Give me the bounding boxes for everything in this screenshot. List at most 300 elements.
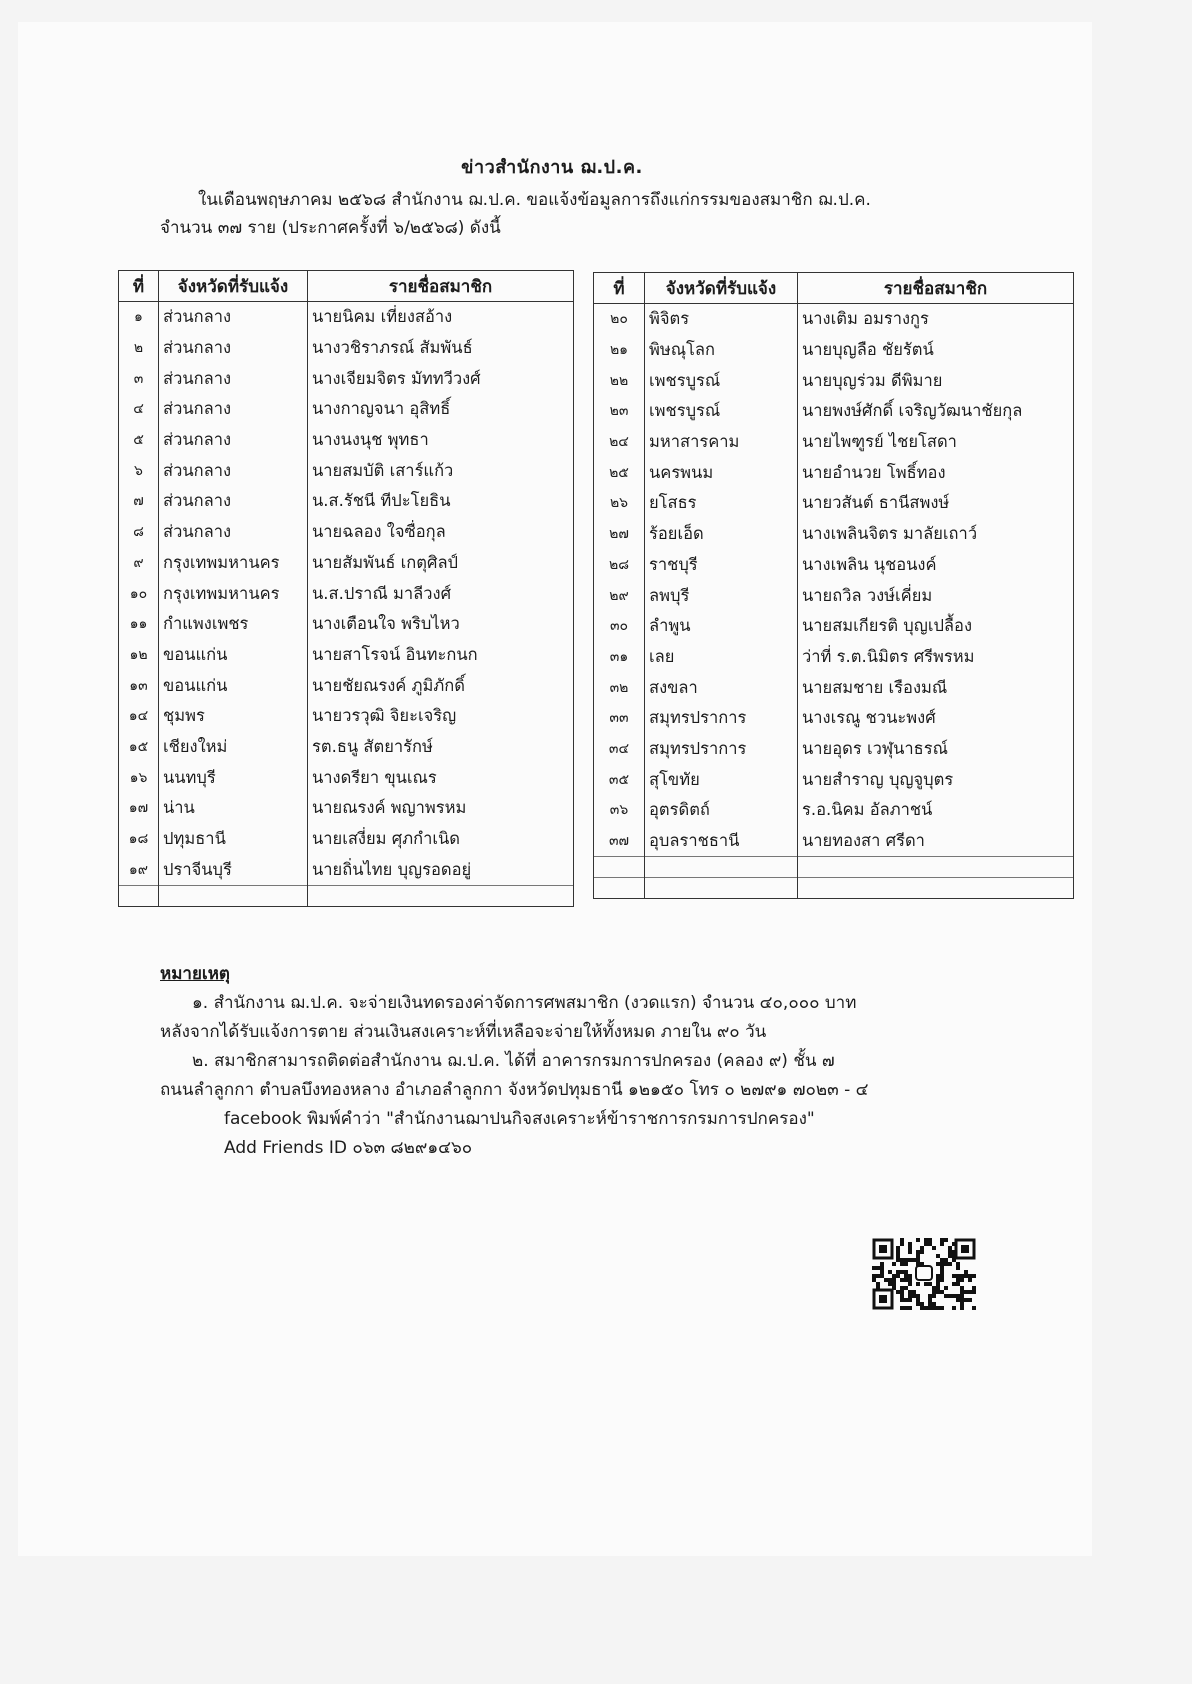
qr-module [972, 1286, 976, 1290]
qr-module [928, 1306, 932, 1310]
qr-module [932, 1294, 936, 1298]
qr-module [912, 1290, 916, 1294]
notes-section [160, 960, 869, 1163]
qr-code-icon [872, 1238, 976, 1310]
qr-module [900, 1270, 904, 1274]
cell-member-name: นางเติม อมรางกูร [798, 304, 1074, 335]
cell-province: ส่วนกลาง [159, 425, 308, 456]
cell-no: ๒๙ [594, 580, 645, 611]
qr-module [960, 1298, 964, 1302]
qr-module [944, 1262, 948, 1266]
cell-no: ๒๗ [594, 519, 645, 550]
empty-cell [119, 886, 159, 907]
table-row [119, 363, 574, 394]
note-2-line-2: ถนนลำลูกกา ตำบลบึงทองหลาง อำเภอลำลูกกา จังหวัดปทุมธานี ๑๒๑๕๐ โทร ๐ ๒๗๙๑ ๗๐๒๓ - ๔ [160, 1080, 869, 1100]
cell-no: ๒๔ [594, 427, 645, 458]
cell-province: ส่วนกลาง [159, 486, 308, 517]
cell-no: ๑๖ [119, 762, 159, 793]
empty-cell [159, 886, 308, 907]
note-1-line-2: หลังจากได้รับแจ้งการตาย ส่วนเงินสงเคราะห์ที่เหลือจะจ่ายให้ทั้งหมด ภายใน ๙๐ วัน [160, 1022, 767, 1042]
table-row [594, 365, 1074, 396]
qr-module [880, 1270, 884, 1274]
cell-province: น่าน [159, 793, 308, 824]
qr-module [952, 1282, 956, 1286]
qr-module [936, 1286, 940, 1290]
table-row [119, 793, 574, 824]
cell-member-name: นางดรียา ขุนเณร [308, 762, 574, 793]
cell-member-name: นายเสงี่ยม ศุภกำเนิด [308, 824, 574, 855]
qr-module [872, 1278, 876, 1282]
table-row [594, 672, 1074, 703]
qr-module [936, 1254, 940, 1258]
cell-member-name: นายพงษ์ศักดิ์ เจริญวัฒนาชัยกุล [798, 396, 1074, 427]
cell-province: ปราจีนบุรี [159, 854, 308, 885]
table-row [594, 764, 1074, 795]
qr-module [936, 1262, 940, 1266]
cell-province: ขอนแก่น [159, 670, 308, 701]
table-row [119, 854, 574, 885]
cell-no: ๖ [119, 455, 159, 486]
cell-province: ส่วนกลาง [159, 302, 308, 333]
cell-province: ลพบุรี [645, 580, 798, 611]
cell-member-name: น.ส.รัชนี ทีปะโยธิน [308, 486, 574, 517]
column-header-member: รายชื่อสมาชิก [798, 273, 1074, 304]
qr-module [876, 1282, 880, 1286]
qr-module [952, 1294, 956, 1298]
qr-module [940, 1306, 944, 1310]
cell-no: ๕ [119, 425, 159, 456]
qr-module [916, 1258, 920, 1262]
cell-no: ๓๔ [594, 734, 645, 765]
empty-row [594, 857, 1074, 878]
table-row [119, 517, 574, 548]
cell-no: ๓๑ [594, 642, 645, 673]
qr-module [908, 1274, 912, 1278]
cell-no: ๒๒ [594, 365, 645, 396]
table-row [119, 548, 574, 579]
qr-module [880, 1274, 884, 1278]
qr-module [932, 1246, 936, 1250]
qr-module [956, 1266, 960, 1270]
cell-no: ๒ [119, 333, 159, 364]
qr-module [892, 1278, 896, 1282]
cell-no: ๔ [119, 394, 159, 425]
qr-module [904, 1298, 908, 1302]
table-row [594, 703, 1074, 734]
cell-province: สงขลา [645, 672, 798, 703]
notes-heading: หมายเหตุ [160, 964, 230, 984]
cell-member-name: นายวรวุฒิ จิยะเจริญ [308, 701, 574, 732]
qr-module [904, 1306, 908, 1310]
cell-no: ๒๓ [594, 396, 645, 427]
cell-member-name: นางเจียมจิตร มัททวีวงศ์ [308, 363, 574, 394]
qr-module [880, 1266, 884, 1270]
cell-no: ๓ [119, 363, 159, 394]
qr-module [940, 1274, 944, 1278]
table-row [119, 640, 574, 671]
qr-module [964, 1298, 968, 1302]
qr-module [952, 1274, 956, 1278]
cell-member-name: นางเตือนใจ พริบไหว [308, 609, 574, 640]
cell-province: ส่วนกลาง [159, 517, 308, 548]
qr-module [936, 1282, 940, 1286]
cell-member-name: นายณรงค์ พญาพรหม [308, 793, 574, 824]
qr-module [960, 1306, 964, 1310]
qr-module [916, 1298, 920, 1302]
table-row [119, 701, 574, 732]
cell-member-name: นายบุญลือ ชัยรัตน์ [798, 335, 1074, 366]
cell-no: ๓๕ [594, 764, 645, 795]
cell-no: ๓๗ [594, 826, 645, 857]
table-row [594, 580, 1074, 611]
qr-module [940, 1242, 944, 1246]
qr-module [964, 1274, 968, 1278]
cell-member-name: ว่าที่ ร.ต.นิมิตร ศรีพรหม [798, 642, 1074, 673]
cell-member-name: นางเพลิน นุชอนงค์ [798, 550, 1074, 581]
line-id: Add Friends ID ๐๖๓ ๘๒๙๑๔๖๐ [224, 1138, 473, 1158]
cell-province: สมุทรปราการ [645, 734, 798, 765]
cell-member-name: นางกาญจนา อุสิทธิ์ [308, 394, 574, 425]
qr-module [956, 1278, 960, 1282]
cell-province: พิษณุโลก [645, 335, 798, 366]
cell-no: ๑๙ [119, 854, 159, 885]
qr-module [908, 1298, 912, 1302]
cell-member-name: นายไพฑูรย์ ไชยโสดา [798, 427, 1074, 458]
cell-province: สุโขทัย [645, 764, 798, 795]
qr-module [968, 1274, 972, 1278]
cell-no: ๑๔ [119, 701, 159, 732]
column-header-province: จังหวัดที่รับแจ้ง [645, 273, 798, 304]
qr-module [904, 1286, 908, 1290]
qr-module [960, 1290, 964, 1294]
qr-module [940, 1266, 944, 1270]
qr-module [916, 1238, 920, 1242]
qr-module [948, 1254, 952, 1258]
qr-module [900, 1278, 904, 1282]
table-row [119, 824, 574, 855]
qr-module [936, 1278, 940, 1282]
cell-province: ยโสธร [645, 488, 798, 519]
qr-module [964, 1290, 968, 1294]
empty-cell [798, 878, 1074, 899]
qr-module [944, 1238, 948, 1242]
cell-member-name: นางเพลินจิตร มาลัยเถาว์ [798, 519, 1074, 550]
qr-module [872, 1274, 876, 1278]
qr-module [892, 1262, 896, 1266]
cell-member-name: นายบุญร่วม ดีพิมาย [798, 365, 1074, 396]
table-row [594, 335, 1074, 366]
cell-member-name: นายสมเกียรติ บุญเปลื้อง [798, 611, 1074, 642]
cell-province: ลำพูน [645, 611, 798, 642]
cell-province: อุตรดิตถ์ [645, 795, 798, 826]
qr-module [932, 1290, 936, 1294]
qr-module [936, 1274, 940, 1278]
table-row [594, 396, 1074, 427]
empty-cell [645, 878, 798, 899]
member-table-left [118, 270, 574, 907]
empty-cell [645, 857, 798, 878]
cell-province: เพชรบูรณ์ [645, 365, 798, 396]
cell-no: ๘ [119, 517, 159, 548]
qr-module [876, 1274, 880, 1278]
cell-province: กรุงเทพมหานคร [159, 578, 308, 609]
table-row [594, 795, 1074, 826]
qr-module [920, 1306, 924, 1310]
table-row [119, 333, 574, 364]
qr-module [916, 1302, 920, 1306]
cell-member-name: น.ส.ปราณี มาลีวงศ์ [308, 578, 574, 609]
qr-module [900, 1258, 904, 1262]
qr-module [920, 1246, 924, 1250]
qr-module [904, 1278, 908, 1282]
cell-province: ปทุมธานี [159, 824, 308, 855]
table-row [594, 826, 1074, 857]
empty-row [119, 886, 574, 907]
table-row [119, 732, 574, 763]
cell-member-name: นายสัมพันธ์ เกตุศิลป์ [308, 548, 574, 579]
table-row [119, 394, 574, 425]
qr-module [916, 1294, 920, 1298]
qr-module [888, 1270, 892, 1274]
cell-province: ส่วนกลาง [159, 363, 308, 394]
qr-module [900, 1262, 904, 1266]
cell-province: อุบลราชธานี [645, 826, 798, 857]
qr-module [924, 1282, 928, 1286]
member-table-right [593, 272, 1074, 899]
qr-module [924, 1242, 928, 1246]
qr-module [960, 1274, 964, 1278]
qr-module [908, 1294, 912, 1298]
cell-member-name: นายอุดร เวฬุนาธรณ์ [798, 734, 1074, 765]
cell-no: ๑ [119, 302, 159, 333]
qr-module [888, 1282, 892, 1286]
qr-module [952, 1306, 956, 1310]
column-header-province: จังหวัดที่รับแจ้ง [159, 271, 308, 302]
qr-module [892, 1274, 896, 1278]
qr-module [916, 1282, 920, 1286]
qr-module [892, 1282, 896, 1286]
qr-module [916, 1254, 920, 1258]
qr-module [900, 1298, 904, 1302]
cell-no: ๓๖ [594, 795, 645, 826]
note-1-line-1: ๑. สำนักงาน ฌ.ป.ค. จะจ่ายเงินทดรองค่าจัดการศพสมาชิก (งวดแรก) จำนวน ๔๐,๐๐๐ บาท [192, 993, 857, 1013]
cell-province: ราชบุรี [645, 550, 798, 581]
qr-module [944, 1294, 948, 1298]
qr-module [948, 1262, 952, 1266]
table-row [594, 611, 1074, 642]
qr-module [944, 1258, 948, 1262]
qr-module [956, 1282, 960, 1286]
cell-province: มหาสารคาม [645, 427, 798, 458]
cell-province: ส่วนกลาง [159, 455, 308, 486]
cell-member-name: นางวชิราภรณ์ สัมพันธ์ [308, 333, 574, 364]
qr-module [900, 1238, 904, 1242]
qr-module [924, 1306, 928, 1310]
cell-no: ๒๖ [594, 488, 645, 519]
qr-module [876, 1266, 880, 1270]
cell-province: เชียงใหม่ [159, 732, 308, 763]
qr-module [944, 1286, 948, 1290]
qr-module [960, 1286, 964, 1290]
qr-module [908, 1282, 912, 1286]
qr-module [896, 1290, 900, 1294]
qr-module [932, 1302, 936, 1306]
qr-module [908, 1306, 912, 1310]
cell-member-name: นายสมบัติ เสาร์แก้ว [308, 455, 574, 486]
table-row [594, 734, 1074, 765]
table-row [594, 304, 1074, 335]
qr-module [896, 1258, 900, 1262]
qr-module [928, 1298, 932, 1302]
qr-module [908, 1246, 912, 1250]
intro-line-2: จำนวน ๓๗ ราย (ประกาศครั้งที่ ๖/๒๕๖๘) ดังนี้ [160, 218, 501, 238]
qr-module [940, 1290, 944, 1294]
table-row [119, 578, 574, 609]
qr-module [936, 1306, 940, 1310]
qr-module [968, 1278, 972, 1282]
cell-province: ร้อยเอ็ด [645, 519, 798, 550]
empty-cell [594, 857, 645, 878]
qr-module [928, 1238, 932, 1242]
empty-cell [594, 878, 645, 899]
empty-cell [308, 886, 574, 907]
cell-province: ขอนแก่น [159, 640, 308, 671]
cell-no: ๓๓ [594, 703, 645, 734]
qr-module [912, 1294, 916, 1298]
qr-module [908, 1290, 912, 1294]
cell-no: ๒๕ [594, 457, 645, 488]
table-row [594, 488, 1074, 519]
cell-member-name: นายชัยณรงค์ ภูมิภักดิ์ [308, 670, 574, 701]
cell-province: ส่วนกลาง [159, 333, 308, 364]
cell-no: ๒๘ [594, 550, 645, 581]
cell-no: ๑๗ [119, 793, 159, 824]
cell-member-name: นายถิ่นไทย บุญรอดอยู่ [308, 854, 574, 885]
qr-module [904, 1258, 908, 1262]
table-row [119, 425, 574, 456]
table-row [119, 302, 574, 333]
cell-member-name: นายนิคม เที่ยงสอ้าง [308, 302, 574, 333]
qr-module [896, 1270, 900, 1274]
qr-module [924, 1238, 928, 1242]
qr-module [880, 1262, 884, 1266]
cell-member-name: นายฉลอง ใจซื่อกุล [308, 517, 574, 548]
qr-module [956, 1262, 960, 1266]
cell-no: ๑๐ [119, 578, 159, 609]
cell-no: ๗ [119, 486, 159, 517]
qr-module [896, 1250, 900, 1254]
cell-no: ๓๐ [594, 611, 645, 642]
qr-module [972, 1306, 976, 1310]
cell-member-name: นายสมชาย เรืองมณี [798, 672, 1074, 703]
qr-module [908, 1278, 912, 1282]
table-row [119, 455, 574, 486]
cell-member-name: นางเรณู ชวนะพงศ์ [798, 703, 1074, 734]
qr-module [920, 1302, 924, 1306]
cell-no: ๑๕ [119, 732, 159, 763]
note-2-line-1: ๒. สมาชิกสามารถติดต่อสำนักงาน ฌ.ป.ค. ได้ที่ อาคารกรมการปกครอง (คลอง ๙) ชั้น ๗ [192, 1051, 835, 1071]
cell-province: นครพนม [645, 457, 798, 488]
table-row [119, 609, 574, 640]
qr-module [900, 1306, 904, 1310]
cell-province: ส่วนกลาง [159, 394, 308, 425]
cell-member-name: นายถวิล วงษ์เคี่ยม [798, 580, 1074, 611]
cell-province: เลย [645, 642, 798, 673]
qr-module [940, 1262, 944, 1266]
qr-module [956, 1274, 960, 1278]
cell-no: ๙ [119, 548, 159, 579]
cell-member-name: ร.อ.นิคม อัลภาชน์ [798, 795, 1074, 826]
cell-province: กรุงเทพมหานคร [159, 548, 308, 579]
qr-module [940, 1238, 944, 1242]
table-row [594, 457, 1074, 488]
table-row [594, 642, 1074, 673]
facebook-line: facebook พิมพ์คำว่า "สำนักงานฌาปนกิจสงเคราะห์ข้าราชการกรมการปกครอง" [224, 1109, 815, 1129]
qr-module [960, 1278, 964, 1282]
cell-province: กำแพงเพชร [159, 609, 308, 640]
qr-module [960, 1302, 964, 1306]
cell-province: ชุมพร [159, 701, 308, 732]
qr-module [888, 1278, 892, 1282]
qr-module [908, 1258, 912, 1262]
table-row [119, 762, 574, 793]
cell-no: ๑๑ [119, 609, 159, 640]
qr-module [908, 1242, 912, 1246]
qr-module [928, 1294, 932, 1298]
qr-module [968, 1298, 972, 1302]
cell-no: ๑๓ [119, 670, 159, 701]
qr-module [968, 1290, 972, 1294]
qr-module [928, 1282, 932, 1286]
qr-module [884, 1278, 888, 1282]
cell-no: ๑๒ [119, 640, 159, 671]
cell-member-name: นายอำนวย โพธิ์ทอง [798, 457, 1074, 488]
qr-module [964, 1270, 968, 1274]
table-row [119, 486, 574, 517]
qr-module [900, 1286, 904, 1290]
cell-member-name: นายสาโรจน์ อินทะกนก [308, 640, 574, 671]
qr-module [900, 1294, 904, 1298]
cell-no: ๓๒ [594, 672, 645, 703]
qr-module [972, 1290, 976, 1294]
qr-module [904, 1274, 908, 1278]
cell-no: ๒๑ [594, 335, 645, 366]
qr-module [900, 1242, 904, 1246]
column-header-no: ที่ [119, 271, 159, 302]
column-header-no: ที่ [594, 273, 645, 304]
qr-module [912, 1258, 916, 1262]
cell-member-name: นายวสันต์ ธานีสพงษ์ [798, 488, 1074, 519]
qr-module [916, 1250, 920, 1254]
cell-member-name: นายทองสา ศรีดา [798, 826, 1074, 857]
qr-module [896, 1274, 900, 1278]
qr-module [940, 1270, 944, 1274]
qr-module [948, 1250, 952, 1254]
qr-module [904, 1270, 908, 1274]
table-row [594, 427, 1074, 458]
table-row [594, 550, 1074, 581]
table-row [119, 670, 574, 701]
qr-module [928, 1302, 932, 1306]
table-row [594, 519, 1074, 550]
cell-no: ๒๐ [594, 304, 645, 335]
qr-module [972, 1274, 976, 1278]
cell-province: สมุทรปราการ [645, 703, 798, 734]
intro-line-1: ในเดือนพฤษภาคม ๒๕๖๘ สำนักงาน ฌ.ป.ค. ขอแจ้งข้อมูลการถึงแก่กรรมของสมาชิก ฌ.ป.ค. [198, 190, 871, 210]
cell-no: ๑๘ [119, 824, 159, 855]
empty-row [594, 878, 1074, 899]
cell-province: นนทบุรี [159, 762, 308, 793]
